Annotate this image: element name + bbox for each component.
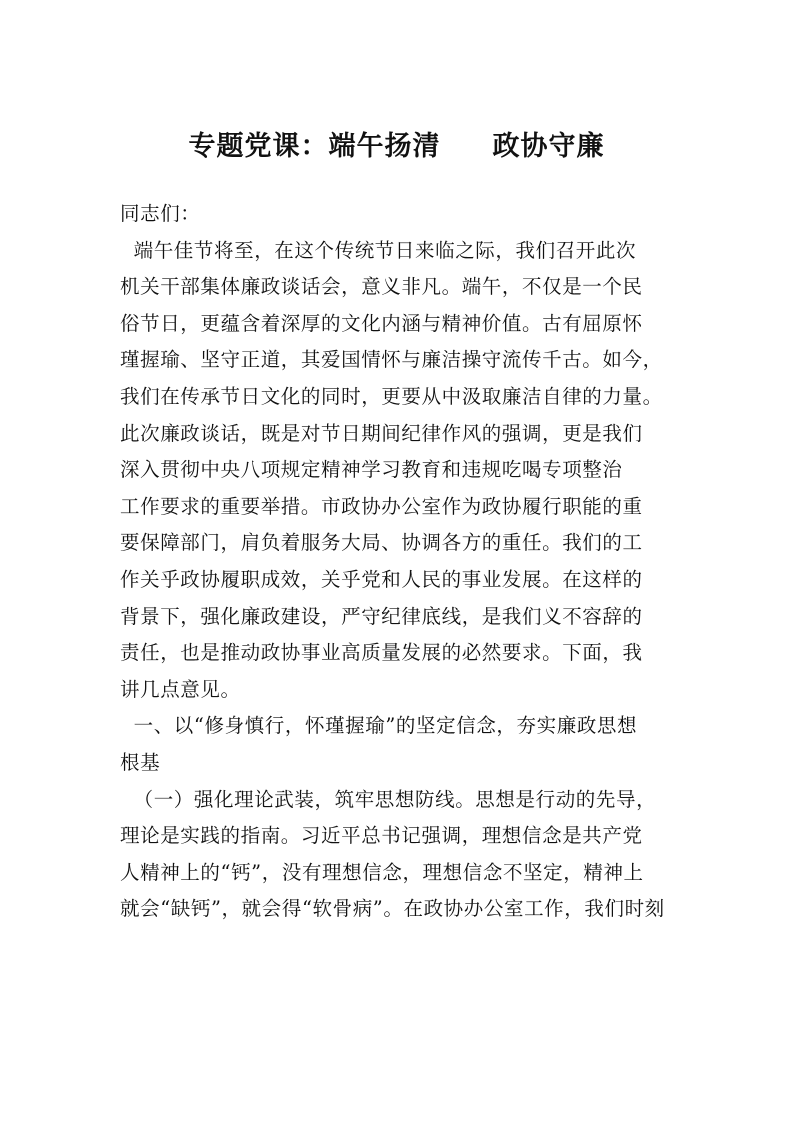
text-line: 我们在传承节日文化的同时，更要从中汲取廉洁自律的力量。 — [120, 384, 663, 408]
text-line: 机关干部集体廉政谈话会，意义非凡。端午，不仅是一个民 — [120, 275, 643, 299]
text-line: 作关乎政协履职成效，关乎党和人民的事业发展。在这样的 — [120, 567, 643, 591]
text-line: 工作要求的重要举措。市政协办公室作为政协履行职能的重 — [120, 494, 643, 518]
text-line: 责任，也是推动政协事业高质量发展的必然要求。下面，我 — [120, 641, 643, 665]
text-line: 俗节日，更蕴含着深厚的文化内涵与精神价值。古有屈原怀 — [120, 311, 643, 335]
text-line: 背景下，强化廉政建设，严守纪律底线，是我们义不容辞的 — [120, 604, 643, 628]
text-line: 端午佳节将至，在这个传统节日来临之际，我们召开此次 — [120, 238, 637, 262]
text-line: 要保障部门，肩负着服务大局、协调各方的重任。我们的工 — [120, 531, 643, 555]
text-line: 讲几点意见。 — [120, 677, 241, 701]
text-line: 同志们： — [120, 202, 201, 225]
section-heading-line: 根基 — [120, 750, 161, 774]
text-line: 理论是实践的指南。习近平总书记强调，理想信念是共产党 — [120, 824, 643, 848]
text-line: （一）强化理论武装，筑牢思想防线。思想是行动的先导， — [120, 787, 657, 811]
section-heading-line: 一、以“修身慎行，怀瑾握瑜”的坚定信念，夯实廉政思想 — [120, 714, 638, 738]
text-line: 深入贯彻中央八项规定精神学习教育和违规吃喝专项整治 — [120, 458, 623, 482]
text-line: 人精神上的“钙”，没有理想信念，理想信念不坚定，精神上 — [120, 860, 644, 884]
text-line: 就会“缺钙”，就会得“软骨病”。在政协办公室工作，我们时刻 — [120, 897, 665, 921]
document-title: 专题党课：端午扬清 政协守廉 — [188, 131, 605, 162]
text-line: 此次廉政谈话，既是对节日期间纪律作风的强调，更是我们 — [120, 421, 643, 445]
text-line: 瑾握瑜、坚守正道，其爱国情怀与廉洁操守流传千古。如今， — [120, 348, 663, 372]
document-body — [120, 196, 680, 928]
